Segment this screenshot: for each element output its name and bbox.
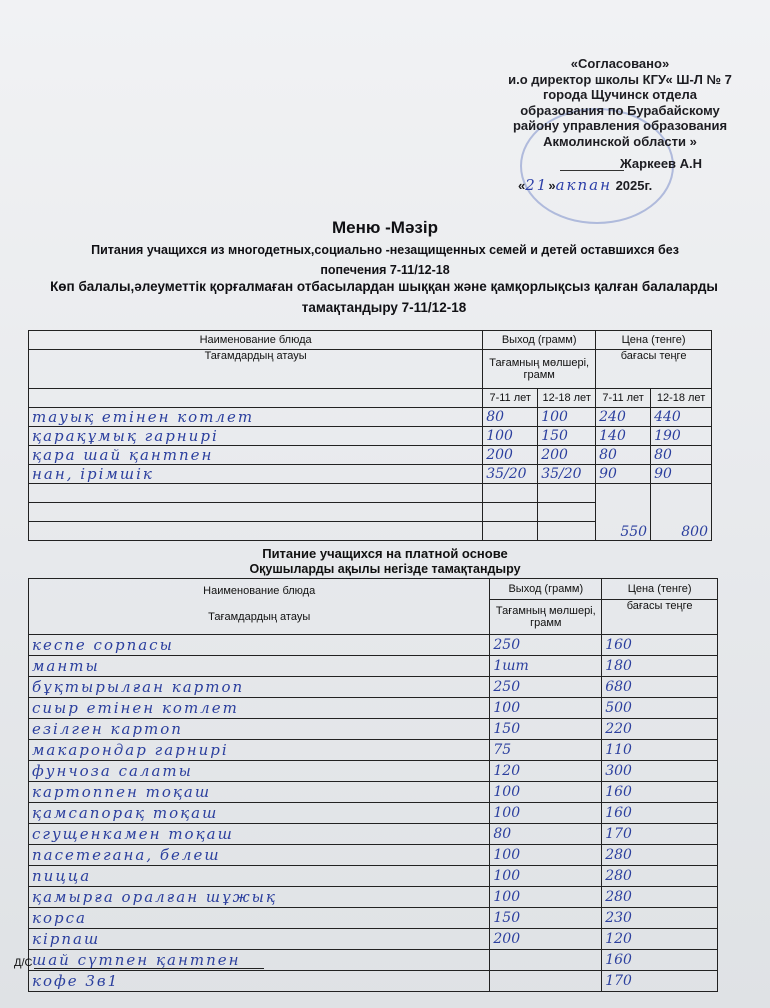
dish-name: қамырға оралған шұжық [29,887,490,908]
header-output-kz: Тағамның мөлшері, грамм [483,350,596,389]
approval-line: Акмолинской области » [543,133,697,149]
section-title-ru: Питание учащихся на платной основе [262,546,508,561]
output-grams: 120 [490,761,602,782]
header-name-ru: Наименование блюда [29,331,483,350]
table-header-row [29,579,718,600]
date-month: акпан [555,176,612,194]
table-row [29,845,718,866]
output-12-18: 35/20 [538,465,596,484]
dish-name: кофе 3в1 [29,971,490,992]
dish-name: нан, ірімшік [29,465,483,484]
dish-name: пасетегана, белеш [29,845,490,866]
table-row [29,740,718,761]
header-output-kz: Тағамның мөлшері, грамм [490,600,602,635]
header-price-ru: Цена (тенге) [602,579,718,600]
output-7-11: 100 [483,427,538,446]
price-tenge: 300 [602,761,718,782]
price-7-11: 140 [596,427,651,446]
dish-name: кеспе сорпасы [29,635,490,656]
paid-meals-table [28,578,718,992]
signature-line [560,170,624,171]
header-name [29,579,490,635]
price-12-18: 190 [651,427,712,446]
output-grams: 100 [490,698,602,719]
table-header-row [29,331,712,350]
price-tenge: 160 [602,782,718,803]
table-row [29,408,712,427]
table-row [29,719,718,740]
price-tenge: 170 [602,824,718,845]
output-grams: 100 [490,782,602,803]
output-grams: 80 [490,824,602,845]
price-12-18: 90 [651,465,712,484]
output-7-11: 200 [483,446,538,465]
table-row [29,465,712,484]
approval-line: «Согласовано» [570,56,670,71]
table-row [29,782,718,803]
dish-name: корса [29,908,490,929]
price-tenge: 680 [602,677,718,698]
table-header-row [29,350,712,389]
price-tenge: 230 [602,908,718,929]
output-grams: 100 [490,803,602,824]
price-tenge: 280 [602,887,718,908]
header-name-kz: Тағамдардың атауы [29,350,483,389]
dish-name: езілген картоп [29,719,490,740]
total-7-11: 550 [620,524,648,540]
dish-name: қарақұмық гарнирі [29,427,483,446]
dish-name: пицца [29,866,490,887]
total-cell [596,484,651,541]
table-row [29,824,718,845]
price-tenge: 160 [602,635,718,656]
table-row [29,908,718,929]
output-grams: 100 [490,866,602,887]
approval-line: району управления образования [512,118,728,133]
price-tenge: 160 [602,950,718,971]
subtitle-ru: Питания учащихся из многодетных,социально -незащищенных семей и детей оставшихся без попечения 7-11/12-18 [91,243,679,277]
dish-name: картоппен тоқаш [29,782,490,803]
price-12-18: 440 [651,408,712,427]
price-tenge: 180 [602,656,718,677]
approval-line: города Щучинск отдела [543,87,697,102]
header-output-ru: Выход (грамм) [490,579,602,600]
signature-block [510,150,750,198]
page-title: Меню -Мәзір [332,218,438,237]
price-tenge: 280 [602,866,718,887]
header-name-ru: Наименование блюда [203,585,316,597]
age-spacer [29,389,483,408]
price-tenge: 110 [602,740,718,761]
date-open-quote: « [518,178,526,193]
header-output-ru: Выход (грамм) [483,331,596,350]
approval-date [518,176,652,194]
table-row [29,427,712,446]
table-row [29,656,718,677]
table-row [29,635,718,656]
output-12-18: 100 [538,408,596,427]
director-name: Жаркеев А.Н [620,156,703,171]
dish-name: қамсапорақ тоқаш [29,803,490,824]
approval-line: образования по Бурабайскому [520,102,720,118]
output-grams: 250 [490,635,602,656]
output-grams: 150 [490,908,602,929]
price-7-11: 240 [596,408,651,427]
footer-label: Д/С [14,957,33,969]
output-7-11: 35/20 [483,465,538,484]
dish-name: шай сүтпен қантпен [29,950,490,971]
age-col: 12-18 лет [538,389,596,408]
footer-signature-line [34,968,264,969]
table-row [29,698,718,719]
header-name-kz: Тағамдардың атауы [208,611,311,623]
header-price-kz: бағасы теңге [602,600,718,635]
subtitle-kz: Көп балалы,әлеуметтік қорғалмаған отбасылардан шыққан және қамқорлықсыз қалған балаларды тамақтандыру 7-11/12-18 [50,279,718,315]
price-7-11: 80 [596,446,651,465]
date-day: 21 [525,176,549,194]
price-12-18: 80 [651,446,712,465]
dish-name: макарондар гарнирі [29,740,490,761]
output-12-18: 200 [538,446,596,465]
dish-name: бұқтырылған картоп [29,677,490,698]
approval-line: и.о директор школы КГУ« Ш-Л № 7 [508,71,732,87]
price-tenge: 280 [602,845,718,866]
table-row [29,803,718,824]
table-row [29,761,718,782]
age-col: 7-11 лет [596,389,651,408]
dish-name: қара шай қантпен [29,446,483,465]
dish-name: фунчоза салаты [29,761,490,782]
date-year: 2025г. [615,178,653,193]
output-grams: 1шт [490,656,602,677]
table-row [29,446,712,465]
age-header-row [29,389,712,408]
price-tenge: 120 [602,929,718,950]
age-col: 7-11 лет [483,389,538,408]
table-row [29,677,718,698]
date-close-quote: » [548,178,556,193]
output-7-11: 80 [483,408,538,427]
header-price-kz: бағасы теңге [596,350,712,389]
price-tenge: 220 [602,719,718,740]
output-grams: 150 [490,719,602,740]
table-row [29,866,718,887]
output-grams: 100 [490,845,602,866]
approval-block [500,56,740,149]
total-12-18: 800 [681,524,708,540]
section-title-kz: Оқушыларды ақылы негізде тамақтандыру [249,562,521,576]
output-grams: 100 [490,887,602,908]
dish-name: сгущенкамен тоқаш [29,824,490,845]
dish-name: кірпаш [29,929,490,950]
price-tenge: 500 [602,698,718,719]
header-price-ru: Цена (тенге) [596,331,712,350]
output-12-18: 150 [538,427,596,446]
footer-signature [14,957,264,969]
output-grams: 75 [490,740,602,761]
price-tenge: 160 [602,803,718,824]
dish-name: сиыр етінен котлет [29,698,490,719]
dish-name: манты [29,656,490,677]
price-7-11: 90 [596,465,651,484]
total-cell [651,484,712,541]
output-grams [490,971,602,992]
age-col: 12-18 лет [651,389,712,408]
table-row [29,971,718,992]
table-row [29,929,718,950]
table-row [29,887,718,908]
dish-name: тауық етінен котлет [29,408,483,427]
free-meals-table [28,330,712,541]
output-grams [490,950,602,971]
output-grams: 250 [490,677,602,698]
output-grams: 200 [490,929,602,950]
price-tenge: 170 [602,971,718,992]
empty-row [29,484,712,503]
